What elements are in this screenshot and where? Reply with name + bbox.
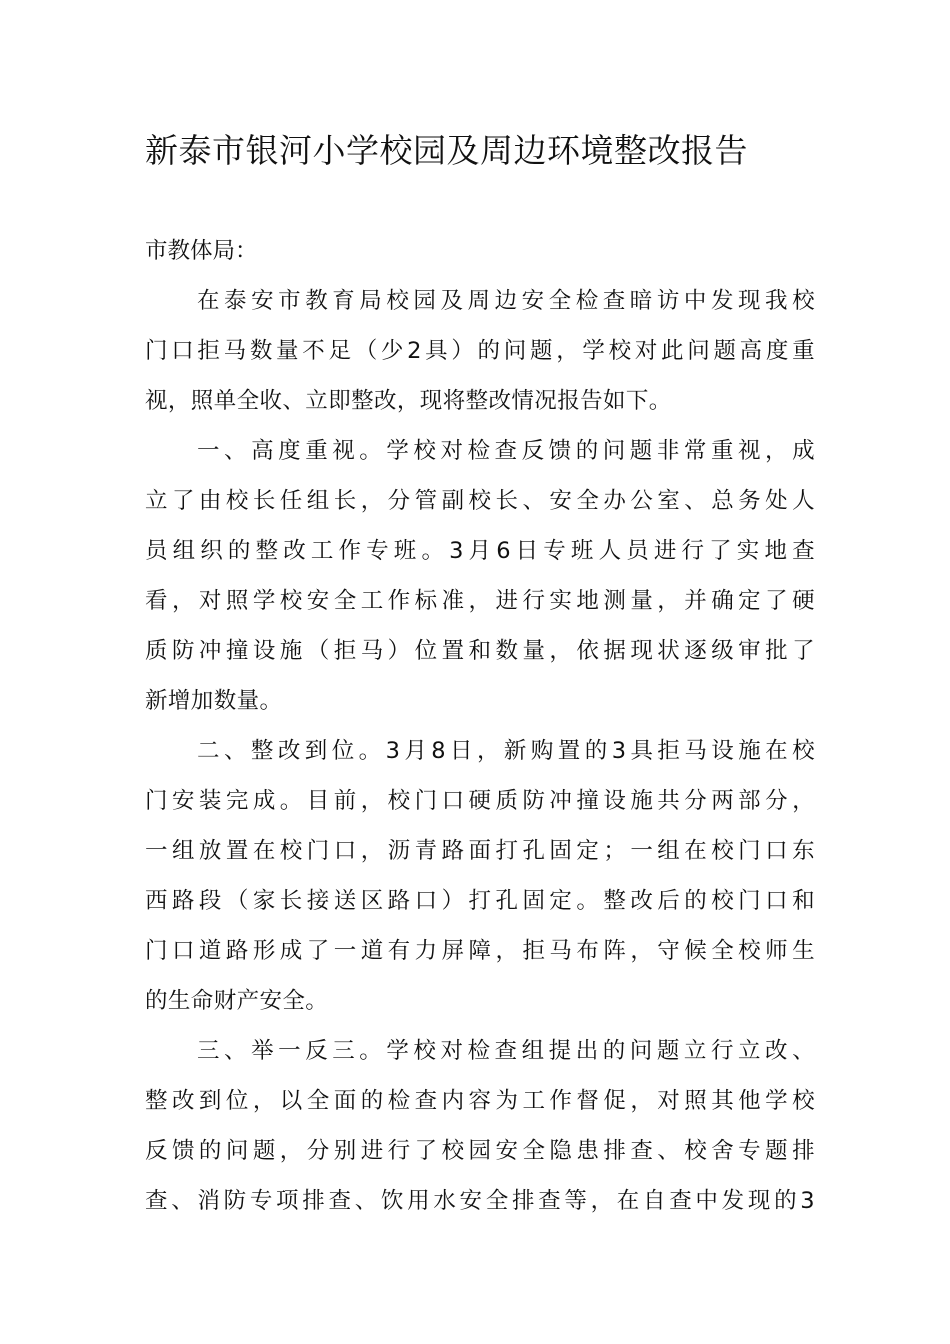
paragraph-line: 二、整改到位。3月8日，新购置的3具拒马设施在校 xyxy=(197,738,815,764)
paragraph-line: 三、举一反三。学校对检查组提出的问题立行立改、 xyxy=(197,1038,815,1064)
paragraph-line: 立了由校长任组长，分管副校长、安全办公室、总务处人 xyxy=(145,488,815,514)
paragraph-line: 门安装完成。目前，校门口硬质防冲撞设施共分两部分， xyxy=(145,788,815,814)
document-title: 新泰市银河小学校园及周边环境整改报告 xyxy=(145,131,748,170)
paragraph-line: 西路段（家长接送区路口）打孔固定。整改后的校门口和 xyxy=(145,888,815,914)
paragraph-inference xyxy=(145,1026,815,1226)
paragraph-high-attention xyxy=(145,426,815,726)
paragraph-line: 在泰安市教育局校园及周边安全检查暗访中发现我校 xyxy=(197,288,815,314)
paragraph-line: 的生命财产安全。 xyxy=(145,988,329,1014)
paragraph-line: 一组放置在校门口，沥青路面打孔固定；一组在校门口东 xyxy=(145,838,815,864)
paragraph-line: 反馈的问题，分别进行了校园安全隐患排查、校舍专题排 xyxy=(145,1138,815,1164)
paragraph-line: 质防冲撞设施（拒马）位置和数量，依据现状逐级审批了 xyxy=(145,638,815,664)
paragraph-line: 门口道路形成了一道有力屏障，拒马布阵，守候全校师生 xyxy=(145,938,815,964)
paragraph-line: 门口拒马数量不足（少2具）的问题，学校对此问题高度重 xyxy=(145,338,815,364)
paragraph-line: 整改到位，以全面的检查内容为工作督促，对照其他学校 xyxy=(145,1088,815,1114)
paragraph-line: 查、消防专项排查、饮用水安全排查等，在自查中发现的3 xyxy=(145,1188,815,1214)
paragraph-line: 视，照单全收、立即整改，现将整改情况报告如下。 xyxy=(145,388,672,414)
paragraph-intro xyxy=(145,276,815,426)
paragraph-line: 看，对照学校安全工作标准，进行实地测量，并确定了硬 xyxy=(145,588,815,614)
paragraph-line: 新增加数量。 xyxy=(145,688,283,714)
paragraph-rectification xyxy=(145,726,815,1026)
salutation: 市教体局： xyxy=(145,238,258,264)
document-body xyxy=(145,226,815,1226)
paragraph-line: 一、高度重视。学校对检查反馈的问题非常重视，成 xyxy=(197,438,815,464)
paragraph-line: 员组织的整改工作专班。3月6日专班人员进行了实地查 xyxy=(145,538,815,564)
